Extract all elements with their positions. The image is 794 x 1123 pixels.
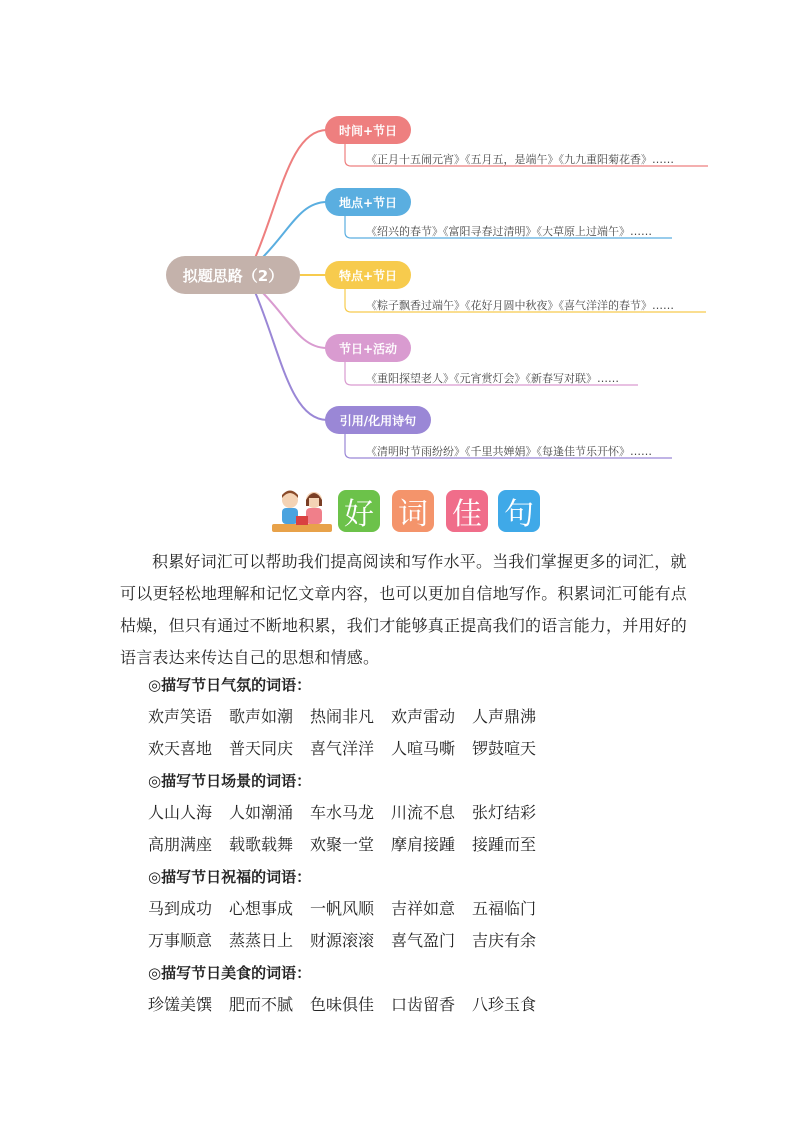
word-row	[148, 925, 688, 957]
word: 载歌载舞	[229, 835, 294, 854]
intro-line: 枯燥，但只有通过不断地积累，我们才能够真正提高我们的语言能力，并用好的	[120, 616, 688, 635]
branch-detail: 《绍兴的春节》《富阳寻春过清明》《大草原上过端午》……	[366, 225, 652, 238]
word: 接踵而至	[472, 835, 537, 854]
section-title: ◎描写节日场景的词语：	[148, 772, 312, 790]
word: 欢声笑语	[148, 707, 213, 726]
section-title: ◎描写节日美食的词语：	[148, 964, 312, 982]
branch-festival-activity	[325, 334, 411, 362]
branch-feature-festival	[325, 261, 411, 289]
word: 珍馐美馔	[148, 995, 213, 1014]
branch-detail: 《清明时节雨纷纷》《千里共婵娟》《每逢佳节乐开怀》……	[366, 445, 652, 458]
word: 锣鼓喧天	[472, 739, 537, 758]
word: 一帆风顺	[310, 899, 375, 918]
word: 人如潮涌	[229, 803, 294, 822]
word: 川流不息	[391, 803, 456, 822]
word: 吉庆有余	[472, 931, 537, 950]
branch-place-festival	[325, 188, 411, 216]
intro-line: 语言表达来传达自己的思想和情感。	[120, 648, 380, 667]
word: 财源滚滚	[310, 931, 375, 950]
good-words-banner	[270, 488, 550, 536]
banner-tile: 词	[392, 490, 434, 532]
word: 热闹非凡	[310, 707, 375, 726]
branch-detail: 《粽子飘香过端午》《花好月圆中秋夜》《喜气洋洋的春节》……	[366, 299, 674, 312]
banner-tile: 句	[498, 490, 540, 532]
section-food	[148, 957, 688, 1021]
word-row	[148, 797, 688, 829]
word-row	[148, 989, 688, 1021]
word: 高朋满座	[148, 835, 213, 854]
word: 肥而不腻	[229, 995, 294, 1014]
word: 张灯结彩	[472, 803, 537, 822]
word: 人声鼎沸	[472, 707, 537, 726]
word: 万事顺意	[148, 931, 213, 950]
word-row	[148, 829, 688, 861]
mind-map	[0, 0, 794, 470]
word: 欢天喜地	[148, 739, 213, 758]
word: 马到成功	[148, 899, 213, 918]
branch-detail: 《重阳探望老人》《元宵赏灯会》《新春写对联》……	[366, 372, 619, 385]
section-title: ◎描写节日气氛的词语：	[148, 676, 312, 694]
branch-label: 引用/化用诗句	[339, 413, 417, 428]
word: 八珍玉食	[472, 995, 537, 1014]
section-scene	[148, 765, 688, 861]
intro-paragraph	[120, 546, 688, 674]
branch-label: 特点+节日	[338, 268, 398, 283]
branch-label: 地点+节日	[338, 195, 398, 210]
word: 歌声如潮	[229, 707, 294, 726]
branch-poem-quote	[325, 406, 431, 434]
section-title: ◎描写节日祝福的词语：	[148, 868, 312, 886]
intro-line: 可以更轻松地理解和记忆文章内容，也可以更加自信地写作。积累词汇可能有点	[120, 584, 688, 603]
section-atmosphere	[148, 669, 688, 765]
word: 普天同庆	[229, 739, 294, 758]
kids-reading-icon	[270, 488, 334, 534]
word: 喜气洋洋	[310, 739, 375, 758]
branch-detail: 《正月十五闹元宵》《五月五，是端午》《九九重阳菊花香》……	[366, 153, 674, 166]
word: 人山人海	[148, 803, 213, 822]
word: 欢声雷动	[391, 707, 456, 726]
word: 摩肩接踵	[391, 835, 456, 854]
word: 蒸蒸日上	[229, 931, 294, 950]
mind-map-root: 拟题思路（2）	[166, 256, 300, 294]
branch-time-festival	[325, 116, 411, 144]
branch-label: 时间+节日	[338, 123, 398, 138]
word-row	[148, 701, 688, 733]
word: 喜气盈门	[391, 931, 456, 950]
banner-tile: 佳	[446, 490, 488, 532]
banner-tile: 好	[338, 490, 380, 532]
section-blessings	[148, 861, 688, 957]
word: 欢聚一堂	[310, 835, 375, 854]
branch-label: 节日+活动	[338, 341, 398, 356]
word-row	[148, 733, 688, 765]
word: 吉祥如意	[391, 899, 456, 918]
word: 心想事成	[229, 899, 294, 918]
word: 五福临门	[472, 899, 537, 918]
word: 车水马龙	[310, 803, 375, 822]
word: 色味俱佳	[310, 995, 375, 1014]
intro-line: 积累好词汇可以帮助我们提高阅读和写作水平。当我们掌握更多的词汇，就	[152, 552, 687, 571]
word-row	[148, 893, 688, 925]
word: 口齿留香	[391, 995, 456, 1014]
word: 人喧马嘶	[391, 739, 456, 758]
